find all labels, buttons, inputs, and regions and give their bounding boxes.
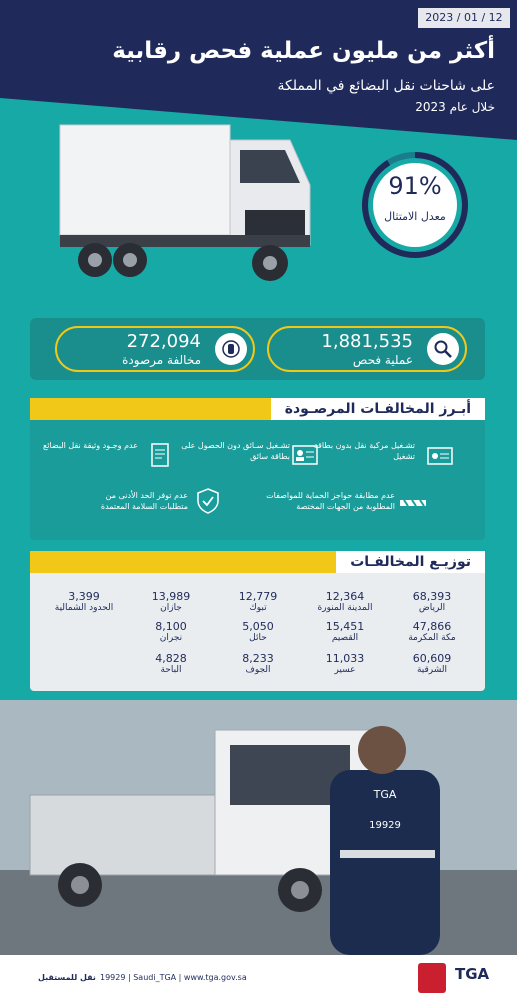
vest-brand: TGA: [373, 788, 397, 801]
region-name: حائل: [249, 633, 267, 643]
violations-stat: [55, 326, 255, 372]
compliance-label: معدل الامتثال: [384, 210, 446, 223]
shield-check-icon: [193, 486, 223, 516]
document-icon: [145, 440, 175, 470]
region-value: 11,033: [325, 652, 365, 665]
region-name: الجوف: [245, 665, 271, 675]
region-cell: [218, 652, 298, 675]
date-badge: 2023 / 01 / 12: [418, 8, 510, 28]
barrier-icon: [398, 488, 428, 518]
distribution-band: [30, 551, 485, 573]
inspections-value: 1,881,535: [321, 331, 413, 352]
region-cell: [305, 652, 385, 675]
footer-slogan: نقل للمستقبل: [38, 973, 96, 982]
page-subtitle: على شاحنات نقل البضائع في المملكة: [277, 78, 495, 94]
region-name: الشرقية: [416, 665, 448, 675]
compliance-gauge: [360, 150, 470, 260]
vest-phone: 19929: [369, 820, 401, 831]
top-violations-band: [30, 398, 485, 420]
region-cell: [392, 620, 472, 643]
violations-label: مخالفة مرصودة: [122, 353, 201, 367]
region-name: نجران: [159, 633, 183, 643]
top-violations-title: أبـرز المخالفـات المرصـودة: [271, 398, 485, 420]
truck-illustration: [55, 95, 325, 295]
inspection-photo: [0, 700, 517, 955]
violation-item-3: عدم وجـود وثيقة نقل البضائع: [42, 441, 138, 450]
operating-card-icon: [425, 440, 455, 470]
region-name: الرياض: [418, 603, 446, 613]
region-name: تبوك: [249, 603, 267, 613]
region-name: عسير: [334, 665, 356, 675]
inspections-label: عملية فحص: [352, 353, 413, 367]
violation-item-4: عدم مطابقة حواجز الحماية للمواصفات المطلوبة من الجهات المختصة: [266, 491, 395, 511]
region-name: القصيم: [331, 633, 359, 643]
page-title: أكثر من مليون عملية فحص رقابية: [112, 38, 495, 64]
compliance-value: 91%: [388, 172, 442, 200]
region-name: الباحة: [160, 665, 182, 675]
region-name: الحدود الشمالية: [54, 603, 114, 613]
region-cell: [392, 590, 472, 613]
region-value: 15,451: [325, 620, 365, 633]
footer-contacts: 19929 | Saudi_TGA | www.tga.gov.sa: [100, 973, 247, 982]
violations-value: 272,094: [126, 331, 201, 352]
region-value: 12,364: [325, 590, 365, 603]
region-name: جازان: [160, 603, 182, 613]
region-value: 12,779: [238, 590, 278, 603]
region-cell: [305, 590, 385, 613]
region-cell: [305, 620, 385, 643]
region-cell: [218, 590, 298, 613]
region-value: 8,233: [242, 652, 274, 665]
driver-card-icon: [290, 440, 320, 470]
period-label: خلال عام 2023: [415, 100, 495, 114]
region-name: مكة المكرمة: [408, 633, 456, 643]
distribution-title: توزيـع المخالفـات: [336, 551, 485, 573]
top-violations-panel: [30, 400, 485, 540]
region-value: 60,609: [412, 652, 452, 665]
stop-hand-icon: [215, 333, 247, 365]
region-value: 68,393: [412, 590, 452, 603]
region-value: 13,989: [151, 590, 191, 603]
region-name: المدينة المنورة: [317, 603, 373, 613]
violation-item-2: تشـغيل سـائق دون الحصول على بطاقة سائق: [181, 441, 290, 461]
region-cell: [218, 620, 298, 643]
region-cell: [131, 652, 211, 675]
tga-logo: TGA: [455, 965, 490, 983]
region-value: 47,866: [412, 620, 452, 633]
footer: [0, 955, 517, 1000]
region-value: 5,050: [242, 620, 274, 633]
region-cell: [131, 590, 211, 613]
region-cell: [131, 620, 211, 643]
inspections-stat: [267, 326, 467, 372]
region-value: 3,399: [68, 590, 100, 603]
magnifier-icon: [427, 333, 459, 365]
violation-item-1: تشـغيل مركبة نقل بدون بطاقة تشغيل: [313, 441, 415, 461]
award-badge-icon: [418, 963, 446, 993]
region-value: 4,828: [155, 652, 187, 665]
region-value: 8,100: [155, 620, 187, 633]
region-cell: [392, 652, 472, 675]
violation-item-5: عدم توفر الحد الأدنى من متطلبات السلامة المعتمدة: [100, 491, 188, 511]
region-cell: [44, 590, 124, 613]
